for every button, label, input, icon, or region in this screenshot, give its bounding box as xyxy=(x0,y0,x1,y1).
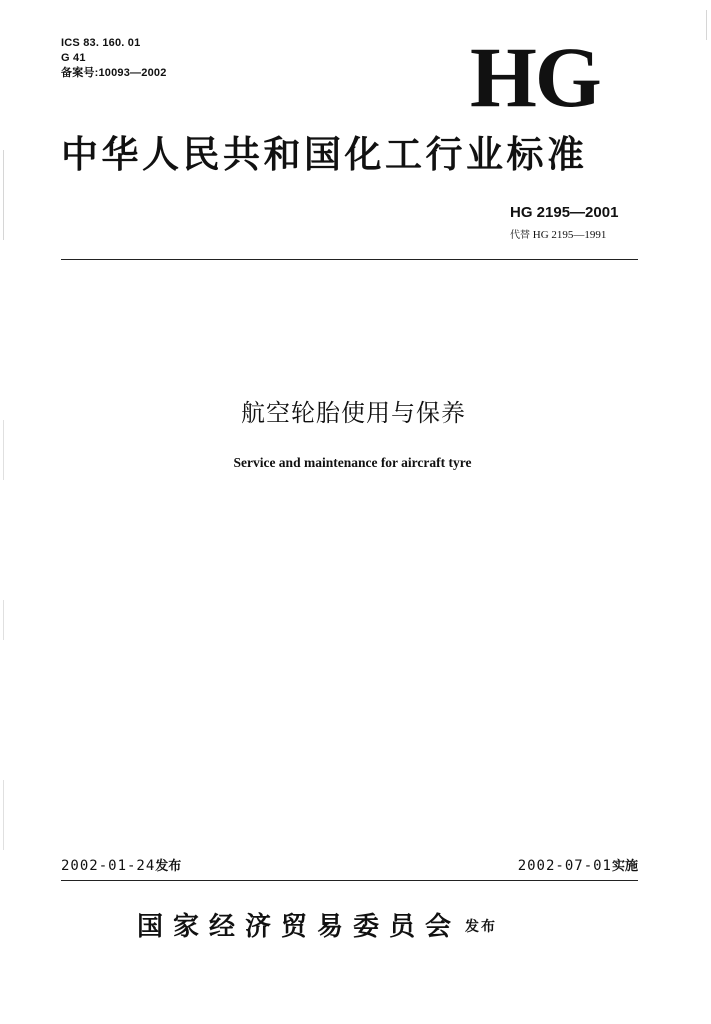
scan-edge-mark xyxy=(3,150,4,240)
issuer-name: 国家经济贸易委员会 xyxy=(137,912,462,942)
document-title-chinese: 航空轮胎使用与保养 xyxy=(241,399,466,427)
record-number: 备案号:10093—2002 xyxy=(61,67,167,79)
ics-code: ICS 83. 160. 01 xyxy=(61,37,141,49)
scan-edge-mark xyxy=(3,600,4,640)
scan-edge-mark xyxy=(3,420,4,480)
footer-divider xyxy=(61,880,638,881)
header-divider xyxy=(61,259,638,260)
replaces-label: 代替 xyxy=(510,230,530,241)
implementation-date-line xyxy=(518,857,638,876)
replaces-line xyxy=(510,228,606,243)
replaces-number: HG 2195—1991 xyxy=(532,229,607,241)
organization-title: 中华人民共和国化工行业标准 xyxy=(61,132,588,176)
standard-number: HG 2195—2001 xyxy=(510,204,619,221)
document-title-english: Service and maintenance for aircraft tyre xyxy=(233,455,472,470)
issuer-label: 发布 xyxy=(465,919,498,935)
scan-edge-mark xyxy=(3,780,4,850)
issue-date: 2002-01-24 xyxy=(61,858,156,874)
issue-label: 发布 xyxy=(155,859,182,874)
issue-date-line xyxy=(61,857,181,876)
implementation-date: 2002-07-01 xyxy=(517,858,612,874)
hg-logo: HG xyxy=(470,29,600,125)
scan-edge-mark xyxy=(706,10,707,40)
implementation-label: 实施 xyxy=(611,859,638,874)
issuer-line xyxy=(137,909,497,945)
ccs-code: G 41 xyxy=(61,52,86,64)
